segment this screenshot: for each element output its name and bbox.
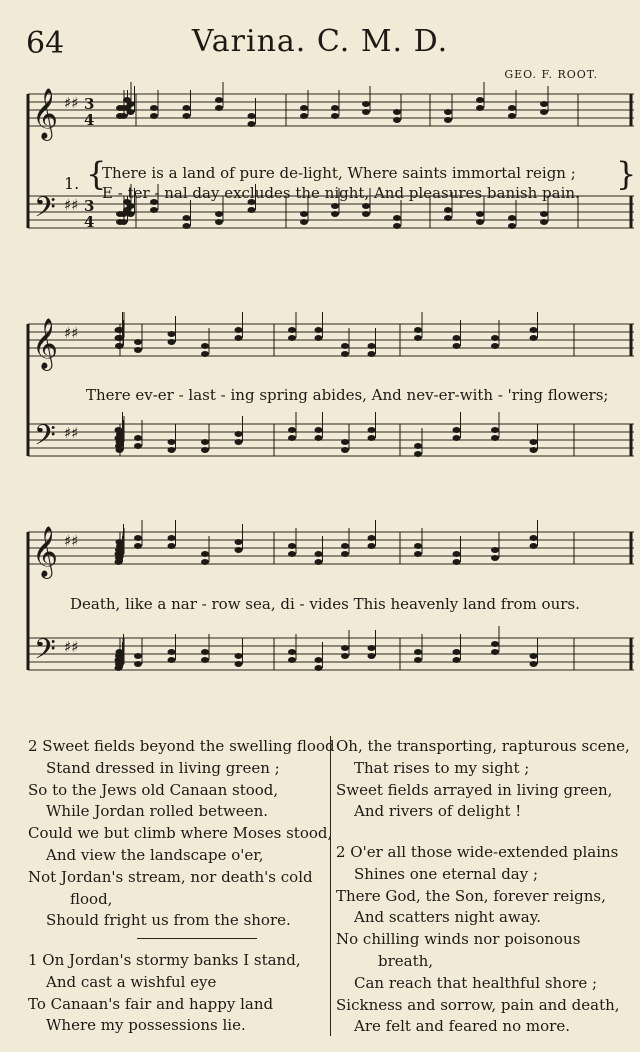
stanza-line: Stand dressed in living green ; [46,758,280,777]
notehead [530,439,538,445]
notehead [414,543,422,549]
notehead [115,443,123,449]
notehead [120,219,128,225]
notehead [368,535,376,541]
notehead [127,211,135,217]
notehead [368,351,376,357]
notehead [414,657,422,663]
time-signature-bottom: 4 [84,111,95,129]
notehead [315,665,323,671]
stanza-line: breath, [378,951,434,970]
notehead [476,97,484,103]
notehead [331,203,339,209]
notehead [134,339,142,345]
notehead [235,439,243,445]
treble-clef-icon: 𝄞 [32,318,59,369]
notehead [453,657,461,663]
notehead [476,211,484,217]
composer-credit: GEO. F. ROOT. [504,68,598,81]
notehead [508,215,516,221]
notehead [530,535,538,541]
music-system-3 [28,522,634,712]
notehead [315,335,323,341]
notehead [183,223,191,229]
notehead [134,443,142,449]
notehead [331,211,339,217]
notehead [453,649,461,655]
stanza-line: flood, [70,889,113,908]
notehead [168,543,176,549]
stanza-line: And view the landscape o'er, [46,845,264,864]
notehead [235,661,243,667]
notehead [491,335,499,341]
notehead [150,207,158,213]
notehead [393,223,401,229]
notehead [288,435,296,441]
notehead [235,327,243,333]
notehead [491,435,499,441]
notehead [120,113,128,119]
notehead [341,351,349,357]
stanza-line: Not Jordan's stream, nor death's cold [28,867,313,886]
stanza-line: And rivers of delight ! [354,802,522,821]
notehead [491,641,499,647]
stanzas-right-column-2 [336,842,620,1038]
notehead [201,439,209,445]
stanza-line: Where my possessions lie. [46,1016,246,1035]
notehead [300,105,308,111]
notehead [540,219,548,225]
notehead [201,657,209,663]
notehead [168,657,176,663]
sharp-icon: ♯♯ [64,424,79,442]
time-signature-bottom: 4 [84,213,95,231]
notehead [540,101,548,107]
notehead [315,435,323,441]
notehead [331,105,339,111]
notehead [248,207,256,213]
notehead [168,439,176,445]
notehead [115,665,123,671]
notehead [248,113,256,119]
time-signature-top: 3 [84,95,95,113]
notehead [248,121,256,127]
notehead [235,653,243,659]
notehead [530,327,538,333]
notehead [444,207,452,213]
notehead [444,215,452,221]
notehead [215,97,223,103]
stanzas-left-column [28,736,335,932]
notehead [444,117,452,123]
notehead [530,335,538,341]
notehead [508,113,516,119]
notehead [476,219,484,225]
notehead [315,327,323,333]
notehead [288,327,296,333]
notehead [168,447,176,453]
notehead [215,211,223,217]
notehead [300,211,308,217]
notehead [127,203,135,209]
sharp-icon: ♯♯ [64,532,79,550]
notehead [491,427,499,433]
notehead [331,113,339,119]
notehead [201,343,209,349]
notehead [414,451,422,457]
sharp-icon: ♯♯ [64,638,79,656]
notehead [362,211,370,217]
stanza-line: 2 O'er all those wide-extended plains [336,843,619,861]
lyric-line: There ev-er - last - ing spring abides, And nev-er-with - 'ring flowers; [86,386,609,404]
sharp-icon: ♯♯ [64,196,79,214]
notehead [235,547,243,553]
notehead [235,539,243,545]
notehead [288,543,296,549]
notehead [368,435,376,441]
notehead [201,559,209,565]
notehead [491,343,499,349]
notehead [341,645,349,651]
stanza-line: And cast a wishful eye [46,972,217,991]
notehead [115,327,123,333]
time-signature-top: 3 [84,197,95,215]
notehead [300,113,308,119]
notehead [201,649,209,655]
notehead [341,543,349,549]
notehead [444,109,452,115]
notehead [201,551,209,557]
stanzas-right-column [336,736,630,823]
notehead [368,543,376,549]
notehead [530,661,538,667]
stanza-line: Are felt and feared no more. [354,1017,570,1036]
notehead [215,105,223,111]
notehead [414,443,422,449]
notehead [115,343,123,349]
notehead [341,343,349,349]
notehead [530,447,538,453]
staff-system-2 [28,314,634,494]
notehead [115,335,123,341]
notehead [491,547,499,553]
notehead [530,543,538,549]
notehead [134,435,142,441]
bass-clef-icon: 𝄢 [34,191,56,231]
notehead [288,335,296,341]
section-rule [137,938,257,939]
notehead [362,101,370,107]
sharp-icon: ♯♯ [64,324,79,342]
notehead [183,113,191,119]
notehead [453,551,461,557]
notehead [393,109,401,115]
notehead [368,645,376,651]
notehead [315,427,323,433]
notehead [315,559,323,565]
treble-clef-icon: 𝄞 [32,526,59,577]
notehead [134,543,142,549]
notehead [368,427,376,433]
lyric-line-1: There is a land of pure de-light, Where saints immortal reign ; [102,164,576,182]
notehead [150,105,158,111]
notehead [288,551,296,557]
notehead [362,109,370,115]
notehead [235,431,243,437]
notehead [115,657,123,663]
stanza-line: Shines one eternal day ; [354,864,539,883]
sharp-icon: ♯♯ [64,94,79,112]
notehead [362,203,370,209]
lyric-line-2: E - ter - nal day excludes the night, And pleasures banish pain. [102,184,580,202]
notehead [134,535,142,541]
notehead [491,649,499,655]
bass-clef-icon: 𝄢 [34,419,56,459]
notehead [540,211,548,217]
notehead [393,117,401,123]
notehead [288,427,296,433]
stanzas-left-column-2 [28,950,301,1037]
stanza-line: Sweet fields arrayed in living green, [336,780,613,799]
stanza-line: While Jordan rolled between. [46,802,269,821]
notehead [201,447,209,453]
music-system-1 [28,86,637,286]
notehead [134,653,142,659]
lyric-brace-left: { [86,155,107,193]
staff-system-3 [28,522,634,712]
treble-clef-icon: 𝄞 [32,88,59,139]
notehead [235,335,243,341]
stanza-line: Sickness and sorrow, pain and death, [336,995,620,1014]
notehead [134,347,142,353]
notehead [215,219,223,225]
notehead [368,343,376,349]
notehead [368,653,376,659]
notehead [414,327,422,333]
notehead [115,551,123,557]
notehead [540,109,548,115]
column-divider [330,736,331,1036]
stanza-line: 1 On Jordan's stormy banks I stand, [28,951,301,969]
music-system-2 [28,314,634,494]
notehead [115,559,123,565]
stanza-line: Can reach that healthful shore ; [354,973,598,992]
notehead [453,343,461,349]
stanza-line: So to the Jews old Canaan stood, [28,780,279,799]
notehead [168,331,176,337]
notehead [393,215,401,221]
notehead [168,535,176,541]
stanza-line: Could we but climb where Moses stood, [28,824,333,843]
page-number: 64 [26,26,65,61]
stanza-line: That rises to my sight ; [354,758,530,777]
hymn-title: Varina. C. M. D. [191,24,449,59]
notehead [168,339,176,345]
notehead [183,215,191,221]
stanza-line: Should fright us from the shore. [46,911,291,930]
stanza-line: To Canaan's fair and happy land [28,994,274,1013]
notehead [315,657,323,663]
lyric-line: Death, like a nar - row sea, di - vides This heavenly land from ours. [70,595,580,613]
notehead [300,219,308,225]
stanza-line: No chilling winds nor poisonous [336,930,581,949]
notehead [341,653,349,659]
notehead [201,351,209,357]
stanza-line: 2 Sweet fields beyond the swelling flood [28,737,335,755]
notehead [127,101,135,107]
notehead [491,555,499,561]
notehead [341,447,349,453]
notehead [315,551,323,557]
notehead [127,109,135,115]
bass-clef-icon: 𝄢 [34,633,56,673]
notehead [134,661,142,667]
verse-number: 1. [64,174,80,193]
notehead [453,335,461,341]
notehead [453,559,461,565]
notehead [476,105,484,111]
notehead [168,649,176,655]
notehead [115,435,123,441]
notehead [150,113,158,119]
notehead [183,105,191,111]
stanza-line: There God, the Son, forever reigns, [336,886,606,905]
notehead [530,653,538,659]
notehead [453,435,461,441]
notehead [508,105,516,111]
notehead [508,223,516,229]
lyric-brace-right: } [616,155,637,193]
notehead [414,551,422,557]
notehead [288,649,296,655]
stanza-line: Oh, the transporting, rapturous scene, [336,737,630,755]
notehead [288,657,296,663]
notehead [341,551,349,557]
notehead [453,427,461,433]
notehead [414,649,422,655]
notehead [414,335,422,341]
stanza-line: And scatters night away. [354,908,541,927]
notehead [115,427,123,433]
notehead [341,439,349,445]
